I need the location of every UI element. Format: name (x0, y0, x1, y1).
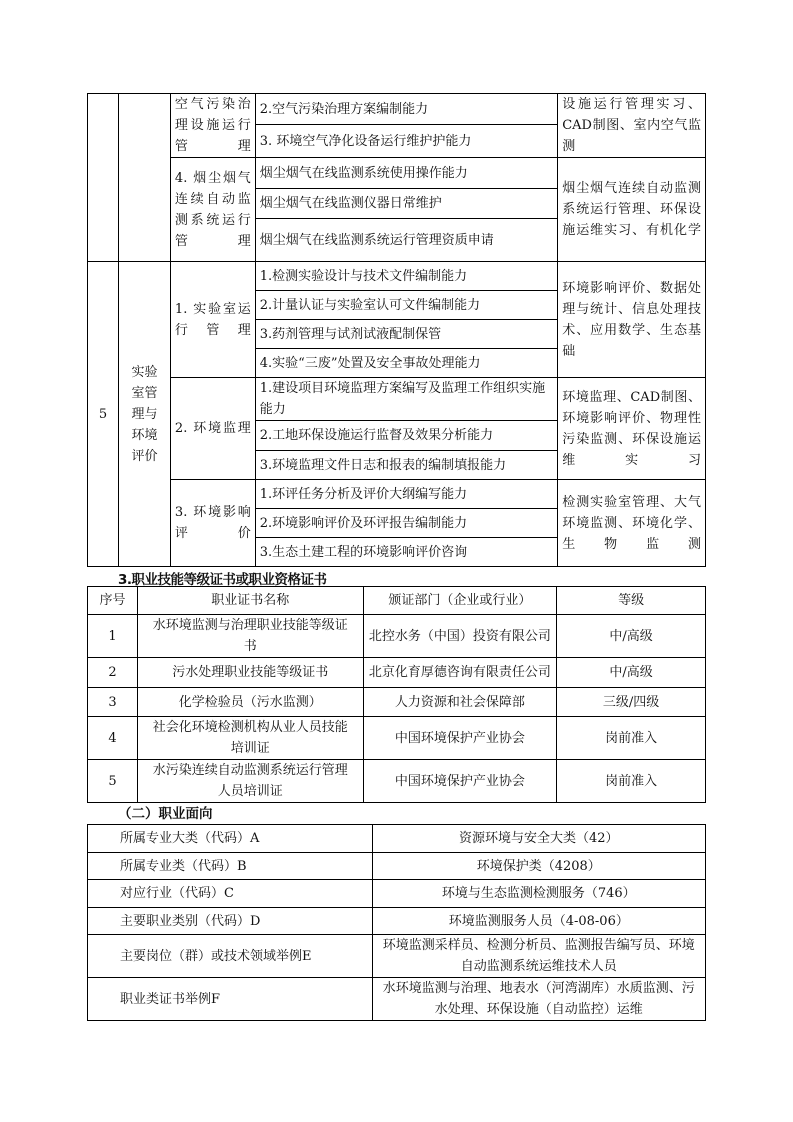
area-cell-cont (118, 94, 170, 262)
field-label: 所属专业类（代码）B (88, 853, 373, 880)
col-header: 序号 (88, 587, 138, 615)
area-name: 实验室管理与环境评价 (118, 262, 170, 567)
cert-num: 2 (88, 658, 138, 688)
skill-cell: 1.检测实验设计与技术文件编制能力 (255, 262, 557, 291)
cert-level: 岗前准入 (557, 717, 706, 760)
cert-num: 5 (88, 760, 138, 803)
cert-level: 中/高级 (557, 658, 706, 688)
cert-name: 社会化环境检测机构从业人员技能培训证 (137, 717, 363, 760)
num-cell-cont (88, 94, 119, 262)
skill-cell: 3.生态土建工程的环境影响评价咨询 (255, 538, 557, 567)
skill-cell: 2.环境影响评价及环评报告编制能力 (255, 509, 557, 538)
cert-num: 4 (88, 717, 138, 760)
skill-cell: 烟尘烟气在线监测系统运行管理资质申请 (255, 219, 557, 262)
course-cell: 检测实验室管理、大气环境监测、环境化学、生物监测 (558, 480, 706, 567)
field-label: 主要岗位（群）或技术领域举例E (88, 935, 373, 978)
cert-level: 岗前准入 (557, 760, 706, 803)
item-name: 1. 实验室运行管理 (170, 262, 255, 378)
skill-cell: 烟尘烟气在线监测仪器日常维护 (255, 189, 557, 219)
cert-name: 水污染连续自动监测系统运行管理人员培训证 (137, 760, 363, 803)
course-cell: 环境影响评价、数据处理与统计、信息处理技术、应用数学、生态基础 (558, 262, 706, 378)
skill-cell: 2.工地环保设施运行监督及效果分析能力 (255, 421, 557, 451)
cert-issuer: 北京化育厚德咨询有限责任公司 (363, 658, 557, 688)
item-name: 空气污染治理设施运行管理 (170, 94, 255, 158)
item-name: 2. 环境监理 (170, 378, 255, 480)
skill-cell: 3.环境监理文件日志和报表的编制填报能力 (255, 451, 557, 480)
field-value: 环境与生态监测检测服务（746） (372, 880, 705, 908)
cert-name: 污水处理职业技能等级证书 (137, 658, 363, 688)
skill-cell: 1.环评任务分析及评价大纲编写能力 (255, 480, 557, 509)
certificates-heading: 3.职业技能等级证书或职业资格证书 (118, 572, 327, 588)
cert-name: 水环境监测与治理职业技能等级证书 (137, 615, 363, 658)
cert-level: 三级/四级 (557, 688, 706, 717)
course-cell: 设施运行管理实习、CAD制图、室内空气监测 (558, 94, 706, 158)
field-value: 资源环境与安全大类（42） (372, 825, 705, 853)
skill-cell: 3. 环境空气净化设备运行维护护能力 (255, 125, 557, 158)
skill-cell: 2.空气污染治理方案编制能力 (255, 94, 557, 125)
cert-num: 3 (88, 688, 138, 717)
row-number: 5 (88, 262, 119, 567)
cert-level: 中/高级 (557, 615, 706, 658)
col-header: 职业证书名称 (137, 587, 363, 615)
occupation-heading: （二）职业面向 (118, 806, 213, 822)
field-value: 环境监测采样员、检测分析员、监测报告编写员、环境自动监测系统运维技术人员 (372, 935, 705, 978)
occupation-table (87, 824, 706, 1021)
field-label: 职业类证书举例F (88, 978, 373, 1021)
skill-cell: 烟尘烟气在线监测系统使用操作能力 (255, 158, 557, 189)
skill-cell: 1.建设项目环境监理方案编写及监理工作组织实施能力 (255, 378, 557, 421)
cert-issuer: 中国环境保护产业协会 (363, 717, 557, 760)
skills-table (87, 93, 706, 567)
cert-num: 1 (88, 615, 138, 658)
skill-cell: 3.药剂管理与试剂试液配制保管 (255, 320, 557, 349)
cert-issuer: 中国环境保护产业协会 (363, 760, 557, 803)
skill-cell: 4.实验“三废”处置及安全事故处理能力 (255, 349, 557, 378)
col-header: 颁证部门（企业或行业） (363, 587, 557, 615)
certificates-table (87, 586, 706, 803)
field-label: 所属专业大类（代码）A (88, 825, 373, 853)
field-label: 主要职业类别（代码）D (88, 908, 373, 935)
field-value: 水环境监测与治理、地表水（河湾湖库）水质监测、污水处理、环保设施（自动监控）运维 (372, 978, 705, 1021)
cert-name: 化学检验员（污水监测） (137, 688, 363, 717)
course-cell: 烟尘烟气连续自动监测系统运行管理、环保设施运维实习、有机化学 (558, 158, 706, 262)
item-name: 3. 环境影响评价 (170, 480, 255, 567)
field-value: 环境监测服务人员（4-08-06） (372, 908, 705, 935)
col-header: 等级 (557, 587, 706, 615)
skill-cell: 2.计量认证与实验室认可文件编制能力 (255, 291, 557, 320)
item-name: 4. 烟尘烟气连续自动监测系统运行管理 (170, 158, 255, 262)
field-label: 对应行业（代码）C (88, 880, 373, 908)
field-value: 环境保护类（4208） (372, 853, 705, 880)
cert-issuer: 人力资源和社会保障部 (363, 688, 557, 717)
cert-issuer: 北控水务（中国）投资有限公司 (363, 615, 557, 658)
course-cell: 环境监理、CAD制图、环境影响评价、物理性污染监测、环保设施运维实习 (558, 378, 706, 480)
